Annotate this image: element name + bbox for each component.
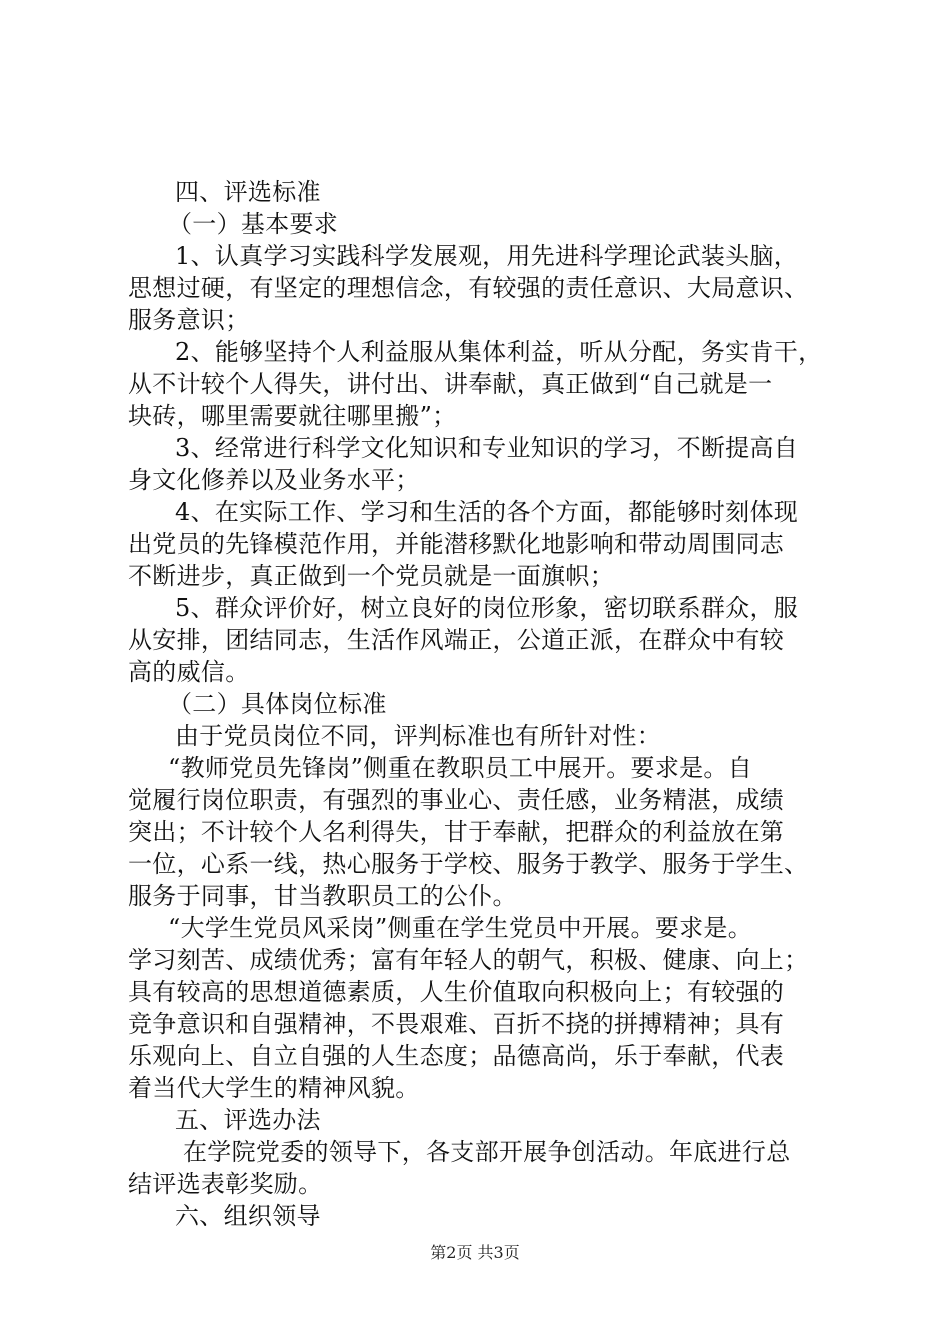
paragraph-line: 高的威信。: [128, 658, 250, 686]
paragraph-line: 突出；不计较个人名利得失，甘于奉献，把群众的利益放在第: [128, 818, 785, 846]
paragraph-line: 乐观向上、自立自强的人生态度；品德高尚，乐于奉献，代表: [128, 1042, 785, 1070]
paragraph-line: 从安排，团结同志，生活作风端正，公道正派，在群众中有较: [128, 626, 785, 654]
paragraph-line: 学习刻苦、成绩优秀；富有年轻人的朝气，积极、健康、向上；: [128, 946, 809, 974]
paragraph-line: 块砖，哪里需要就往哪里搬”；: [128, 402, 457, 430]
paragraph-line: 竞争意识和自强精神，不畏艰难、百折不挠的拼搏精神；具有: [128, 1010, 785, 1038]
paragraph-line: 服务于同事，甘当教职员工的公仆。: [128, 882, 517, 910]
paragraph-line: 2、能够坚持个人利益服从集体利益，听从分配，务实肯干，: [175, 338, 823, 366]
heading-section-4: 四、评选标准: [175, 178, 321, 206]
paragraph-line: 3、经常进行科学文化知识和专业知识的学习，不断提高自: [175, 434, 799, 462]
paragraph-line: 着当代大学生的精神风貌。: [128, 1074, 420, 1102]
paragraph-line: “大学生党员风采岗”侧重在学生党员中开展。要求是。: [168, 914, 753, 942]
paragraph-line: 觉履行岗位职责，有强烈的事业心、责任感，业务精湛，成绩: [128, 786, 785, 814]
paragraph-line: 一位，心系一线，热心服务于学校、服务于教学、服务于学生、: [128, 850, 809, 878]
paragraph-line: 结评选表彰奖励。: [128, 1170, 323, 1198]
heading-section-6: 六、组织领导: [175, 1202, 321, 1230]
heading-section-5: 五、评选办法: [175, 1106, 321, 1134]
paragraph-line: 5、群众评价好，树立良好的岗位形象，密切联系群众，服: [175, 594, 799, 622]
subheading-basic-requirements: （一）基本要求: [168, 210, 339, 238]
paragraph-line: 从不计较个人得失，讲付出、讲奉献，真正做到“自己就是一: [128, 370, 773, 398]
subheading-position-standards: （二）具体岗位标准: [168, 690, 387, 718]
paragraph-line: 不断进步，真正做到一个党员就是一面旗帜；: [128, 562, 614, 590]
paragraph-line: 出党员的先锋模范作用，并能潜移默化地影响和带动周围同志: [128, 530, 785, 558]
paragraph-line: 在学院党委的领导下，各支部开展争创活动。年底进行总: [183, 1138, 791, 1166]
paragraph-line: 1、认真学习实践科学发展观，用先进科学理论武装头脑，: [175, 242, 799, 270]
paragraph-line: 由于党员岗位不同，评判标准也有所针对性：: [175, 722, 661, 750]
paragraph-line: 身文化修养以及业务水平；: [128, 466, 420, 494]
paragraph-line: “教师党员先锋岗”侧重在教职员工中展开。要求是。自: [168, 754, 753, 782]
paragraph-line: 具有较高的思想道德素质，人生价值取向积极向上；有较强的: [128, 978, 785, 1006]
paragraph-line: 服务意识；: [128, 306, 250, 334]
paragraph-line: 4、在实际工作、学习和生活的各个方面，都能够时刻体现: [175, 498, 799, 526]
paragraph-line: 思想过硬，有坚定的理想信念，有较强的责任意识、大局意识、: [128, 274, 809, 302]
page-number-footer: 第2页 共3页: [430, 1243, 520, 1262]
